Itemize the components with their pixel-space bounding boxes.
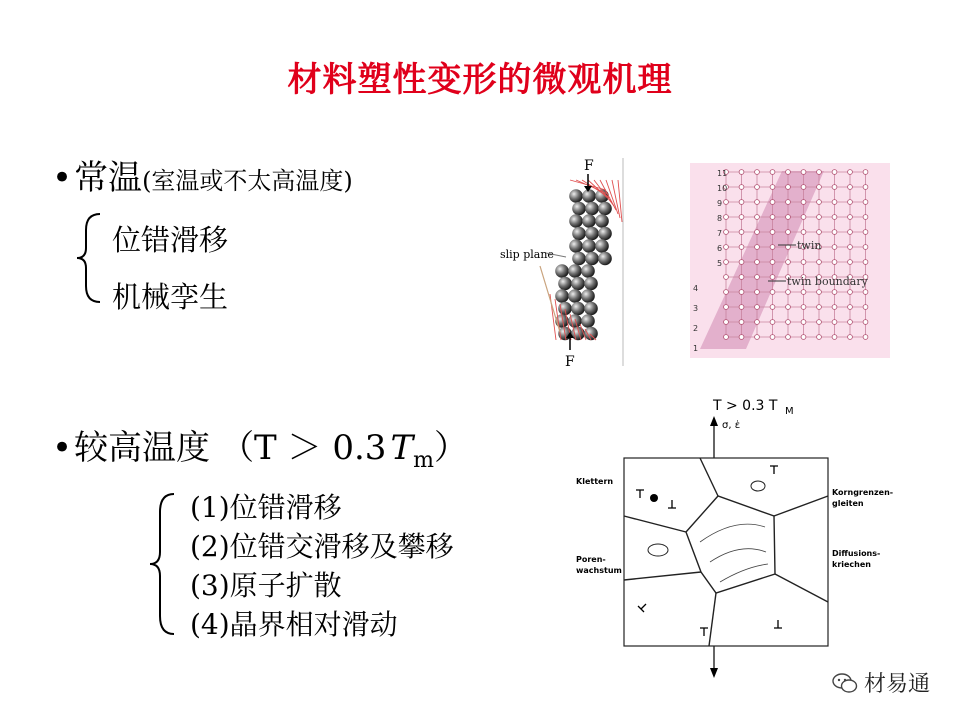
row-number: 10 <box>717 184 728 193</box>
item-high-1: (1)位错滑移 <box>190 491 342 524</box>
bullet-dot: • <box>52 428 73 468</box>
lattice-node <box>739 335 744 340</box>
poren-label: Poren- <box>576 555 606 564</box>
lattice-node <box>770 230 775 235</box>
lattice-node <box>801 305 806 310</box>
lattice-node <box>786 260 791 265</box>
lattice-node <box>770 200 775 205</box>
lattice-node <box>848 305 853 310</box>
atom <box>584 327 598 341</box>
heading-high-temp: 较高温度 <box>74 428 211 468</box>
atom <box>584 302 598 316</box>
lattice-node <box>863 305 868 310</box>
lattice-node <box>832 230 837 235</box>
atom <box>558 277 572 291</box>
lattice-node <box>848 335 853 340</box>
lattice-node <box>848 185 853 190</box>
lattice-node <box>817 215 822 220</box>
atom <box>572 202 586 216</box>
lattice-node <box>739 245 744 250</box>
lattice-node <box>817 230 822 235</box>
lattice-node <box>739 230 744 235</box>
lattice-node <box>832 290 837 295</box>
lattice-node <box>755 185 760 190</box>
lattice-node <box>801 185 806 190</box>
lattice-node <box>848 215 853 220</box>
lattice-node <box>863 215 868 220</box>
lattice-node <box>739 320 744 325</box>
lattice-node <box>863 230 868 235</box>
atom <box>584 277 598 291</box>
slide-title: 材料塑性变形的微观机理 <box>287 60 673 100</box>
lattice-node <box>848 290 853 295</box>
item-high-4: (4)晶界相对滑动 <box>190 608 398 641</box>
figure-slip-plane <box>498 154 628 370</box>
lattice-node <box>724 305 729 310</box>
korngrenzen-label: Korngrenzen- <box>832 488 894 497</box>
lattice-node <box>755 170 760 175</box>
lattice-node <box>724 215 729 220</box>
lattice-node <box>832 245 837 250</box>
lattice-node <box>755 245 760 250</box>
condition-sub: m <box>413 447 434 473</box>
row-number: 11 <box>717 169 728 178</box>
atom <box>568 264 582 278</box>
condition-T: T <box>390 428 414 468</box>
atom <box>582 239 596 253</box>
lattice-node <box>786 185 791 190</box>
row-number: 2 <box>693 324 699 333</box>
stress-label: σ, ε̇ <box>722 420 741 431</box>
lattice-node <box>832 200 837 205</box>
wechat-icon <box>832 672 858 694</box>
klettern-label: Klettern <box>576 477 614 486</box>
brace-high-temp <box>146 490 178 638</box>
lattice-node <box>755 335 760 340</box>
lattice-node <box>848 170 853 175</box>
atom <box>585 227 599 241</box>
condition-pre: （T ＞ 0.3 <box>220 428 387 468</box>
lattice-node <box>739 200 744 205</box>
lattice-node <box>863 200 868 205</box>
lattice-node <box>739 275 744 280</box>
heading-room-temp: 常温 <box>74 158 143 198</box>
atom <box>568 289 582 303</box>
atom <box>582 189 596 203</box>
lattice-node <box>724 230 729 235</box>
lattice-node <box>770 245 775 250</box>
lattice-node <box>770 290 775 295</box>
atom <box>582 214 596 228</box>
atom <box>569 214 583 228</box>
lattice-node <box>770 215 775 220</box>
bullet-room-temp <box>52 150 353 199</box>
atom <box>581 289 595 303</box>
lattice-node <box>817 170 822 175</box>
item-high-2: (2)位错交滑移及攀移 <box>190 530 454 563</box>
lattice-node <box>848 245 853 250</box>
brace-room-temp <box>74 210 104 306</box>
lattice-node <box>801 215 806 220</box>
lattice-node <box>817 185 822 190</box>
diffusions-label: Diffusions- <box>832 549 881 558</box>
lattice-node <box>786 290 791 295</box>
lattice-node <box>786 320 791 325</box>
lattice-node <box>817 335 822 340</box>
lattice-node <box>848 320 853 325</box>
item-dislocation-slip: 位错滑移 <box>112 223 229 257</box>
lattice-node <box>863 335 868 340</box>
lattice-node <box>832 185 837 190</box>
lattice-node <box>755 230 760 235</box>
atom <box>581 314 595 328</box>
row-number: 9 <box>717 199 723 208</box>
force-top-label: F <box>584 158 594 174</box>
atom <box>572 227 586 241</box>
lattice-node <box>786 170 791 175</box>
row-number: 7 <box>717 229 723 238</box>
lattice-node <box>848 260 853 265</box>
atom <box>569 239 583 253</box>
lattice-node <box>770 275 775 280</box>
lattice-node <box>786 200 791 205</box>
lattice-node <box>817 305 822 310</box>
lattice-node <box>863 245 868 250</box>
atom <box>595 239 609 253</box>
lattice-node <box>848 200 853 205</box>
atom <box>598 227 612 241</box>
grain-box <box>624 458 828 646</box>
slip-plane-label: slip plane <box>500 248 554 261</box>
row-number: 8 <box>717 214 723 223</box>
lattice-node <box>801 170 806 175</box>
temp-condition-label: T > 0.3 T <box>713 398 778 414</box>
wachstum-label: wachstum <box>576 566 622 575</box>
lattice-node <box>724 290 729 295</box>
condition-post: ） <box>434 428 468 468</box>
row-number: 4 <box>693 284 699 293</box>
lattice-node <box>801 230 806 235</box>
row-number: 1 <box>693 344 699 353</box>
row-number: 3 <box>693 304 699 313</box>
lattice-node <box>724 335 729 340</box>
lattice-node <box>770 260 775 265</box>
lattice-node <box>739 185 744 190</box>
lattice-node <box>724 245 729 250</box>
lattice-node <box>724 320 729 325</box>
atom <box>555 264 569 278</box>
lattice-node <box>817 260 822 265</box>
atom <box>585 252 599 266</box>
item-mechanical-twinning: 机械孪生 <box>112 280 229 314</box>
item-high-3: (3)原子扩散 <box>190 569 342 602</box>
lattice-node <box>786 230 791 235</box>
lattice-node <box>832 170 837 175</box>
lattice-node <box>770 170 775 175</box>
figure-grain-mechanisms <box>570 392 900 682</box>
lattice-node <box>755 290 760 295</box>
watermark-text: 材易通 <box>863 672 930 697</box>
lattice-node <box>786 335 791 340</box>
lattice-node <box>832 260 837 265</box>
lattice-node <box>801 200 806 205</box>
lattice-node <box>739 170 744 175</box>
lattice-node <box>817 320 822 325</box>
lattice-node <box>801 290 806 295</box>
lattice-node <box>832 335 837 340</box>
lattice-node <box>863 290 868 295</box>
atom <box>581 264 595 278</box>
temp-condition-sub: M <box>785 406 794 417</box>
lattice-node <box>755 320 760 325</box>
lattice-node <box>817 200 822 205</box>
figure-twin <box>690 163 890 358</box>
lattice-node <box>755 275 760 280</box>
lattice-node <box>832 305 837 310</box>
lattice-node <box>724 200 729 205</box>
bullet-high-temp <box>52 420 468 473</box>
atom <box>571 277 585 291</box>
lattice-node <box>832 215 837 220</box>
lattice-node <box>724 275 729 280</box>
lattice-node <box>786 305 791 310</box>
lattice-node <box>770 335 775 340</box>
lattice-node <box>801 320 806 325</box>
lattice-node <box>770 305 775 310</box>
atom <box>598 202 612 216</box>
atom <box>558 302 572 316</box>
bullet-dot: • <box>52 158 73 198</box>
atom <box>569 189 583 203</box>
lattice-node <box>817 290 822 295</box>
lattice-node <box>755 260 760 265</box>
atom <box>555 289 569 303</box>
atom <box>598 252 612 266</box>
heading-room-temp-note: (室温或不太高温度) <box>142 167 353 195</box>
lattice-node <box>739 290 744 295</box>
lattice-node <box>801 335 806 340</box>
twin-boundary-label: twin boundary <box>787 275 868 288</box>
lattice-node <box>801 260 806 265</box>
lattice-node <box>755 215 760 220</box>
lattice-node <box>848 230 853 235</box>
lattice-node <box>863 260 868 265</box>
lattice-node <box>863 185 868 190</box>
lattice-node <box>786 215 791 220</box>
lattice-node <box>739 260 744 265</box>
lattice-node <box>770 185 775 190</box>
lattice-node <box>724 260 729 265</box>
lattice-node <box>755 200 760 205</box>
gleiten-label: gleiten <box>832 499 864 508</box>
lattice-node <box>863 320 868 325</box>
atom <box>585 202 599 216</box>
lattice-node <box>832 320 837 325</box>
lattice-node <box>739 215 744 220</box>
force-bottom-label: F <box>565 354 575 370</box>
lattice-node <box>770 320 775 325</box>
row-number: 5 <box>717 259 723 268</box>
lattice-node <box>739 305 744 310</box>
twin-label: twin <box>797 239 822 252</box>
row-number: 6 <box>717 244 723 253</box>
watermark <box>832 667 930 698</box>
atom <box>595 214 609 228</box>
kriechen-label: kriechen <box>832 560 871 569</box>
lattice-node <box>755 305 760 310</box>
atom <box>572 252 586 266</box>
atom <box>571 302 585 316</box>
lattice-node <box>863 170 868 175</box>
